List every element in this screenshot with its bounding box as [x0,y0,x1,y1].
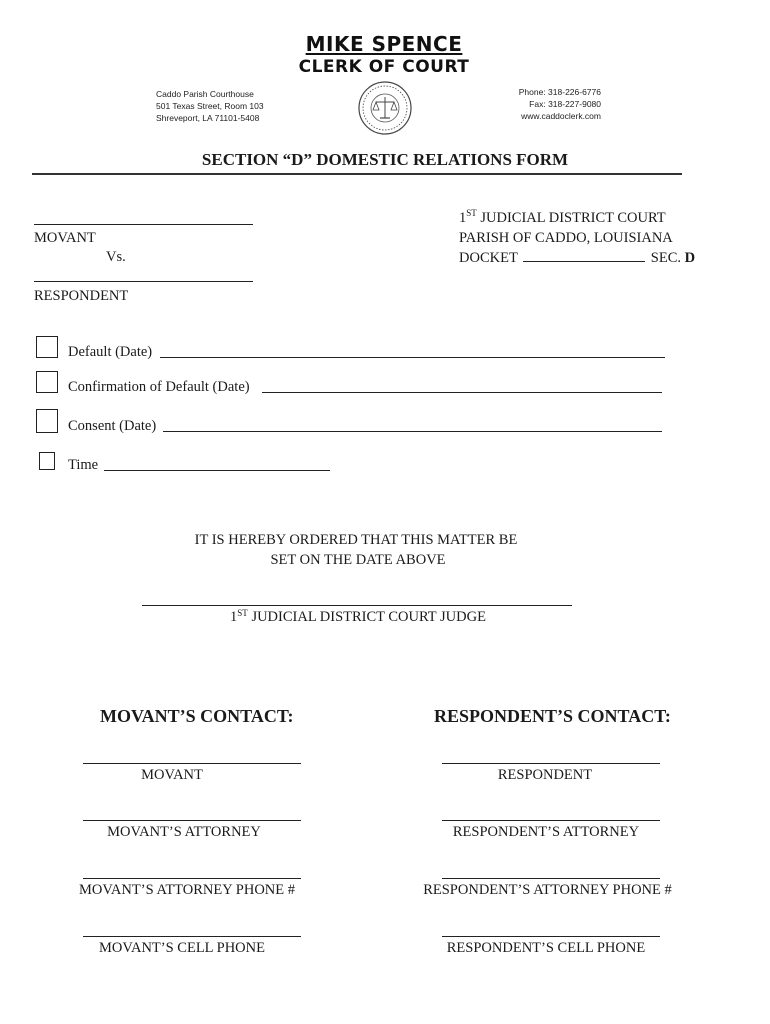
default-date-field[interactable] [160,357,665,358]
docket-row [459,248,695,267]
court-name-text: JUDICIAL DISTRICT COURT [476,210,666,226]
movant-attorney-phone-field[interactable] [83,878,301,879]
confirmation-default-checkbox[interactable] [36,371,58,393]
confirmation-default-date-label: Confirmation of Default (Date) [68,379,250,395]
time-field[interactable] [104,470,330,471]
court-ordinal: ST [466,208,477,218]
respondent-field[interactable] [442,763,660,764]
movant-cell-phone-field[interactable] [83,936,301,937]
movant-attorney-phone-label: MOVANT’S ATTORNEY PHONE # [78,882,296,898]
consent-date-label: Consent (Date) [68,418,157,434]
consent-date-field[interactable] [163,431,662,432]
movant-field[interactable] [83,763,301,764]
respondent-contact-heading: RESPONDENT’S CONTACT: [434,706,671,726]
order-text-line2: SET ON THE DATE ABOVE [270,552,446,568]
consent-checkbox[interactable] [36,409,58,433]
court-number: 1 [459,210,467,226]
parish-name: PARISH OF CADDO, LOUISIANA [459,230,673,246]
respondent-name-line[interactable] [34,281,253,282]
judge-label-text: JUDICIAL DISTRICT COURT JUDGE [247,609,486,625]
respondent-label: RESPONDENT [34,288,129,304]
section-label: SEC. [650,250,682,266]
judge-court-ordinal: ST [237,608,248,618]
respondent-attorney-field-label: RESPONDENT’S ATTORNEY [452,824,640,840]
respondent-cell-phone-label: RESPONDENT’S CELL PHONE [446,940,646,956]
confirmation-default-date-field[interactable] [262,392,662,393]
phone-text: Phone: 318-226-6776 [518,87,601,97]
movant-attorney-field[interactable] [83,820,301,821]
movant-field-label: MOVANT [141,767,203,783]
clerk-name: MIKE SPENCE [305,32,463,56]
courthouse-address [156,88,264,124]
judge-label [0,609,716,626]
title-divider [32,173,682,175]
movant-cell-phone-label: MOVANT’S CELL PHONE [99,940,265,956]
judge-court-number: 1 [230,609,238,625]
default-checkbox[interactable] [36,336,58,358]
respondent-field-label: RESPONDENT [497,767,593,783]
time-label: Time [68,457,99,473]
order-text-line1: IT IS HEREBY ORDERED THAT THIS MATTER BE [194,532,518,548]
address-line: Shreveport, LA 71101-5408 [156,113,260,123]
movant-name-line[interactable] [34,224,253,225]
respondent-attorney-field[interactable] [442,820,660,821]
court-name [459,209,666,227]
time-checkbox[interactable] [39,452,55,470]
form-title: SECTION “D” DOMESTIC RELATIONS FORM [201,150,569,169]
judge-signature-line[interactable] [142,605,572,606]
movant-label: MOVANT [34,230,96,246]
address-line: Caddo Parish Courthouse [156,89,254,99]
docket-label: DOCKET [459,250,518,266]
address-line: 501 Texas Street, Room 103 [156,101,264,111]
movant-attorney-field-label: MOVANT’S ATTORNEY [107,824,261,840]
movant-contact-heading: MOVANT’S CONTACT: [100,706,294,726]
section-value: D [684,250,696,266]
respondent-attorney-phone-field[interactable] [442,878,660,879]
respondent-cell-phone-field[interactable] [442,936,660,937]
fax-text: Fax: 318-227-9080 [529,99,601,109]
clerk-office-title: CLERK OF COURT [298,57,470,77]
clerk-contact-info [480,86,601,122]
docket-number-field[interactable] [523,248,645,262]
respondent-attorney-phone-label: RESPONDENT’S ATTORNEY PHONE # [423,882,672,898]
parish-seal-icon [357,80,413,136]
default-date-label: Default (Date) [68,344,153,360]
website-link[interactable]: www.caddoclerk.com [521,111,601,121]
versus-label: Vs. [106,249,126,265]
